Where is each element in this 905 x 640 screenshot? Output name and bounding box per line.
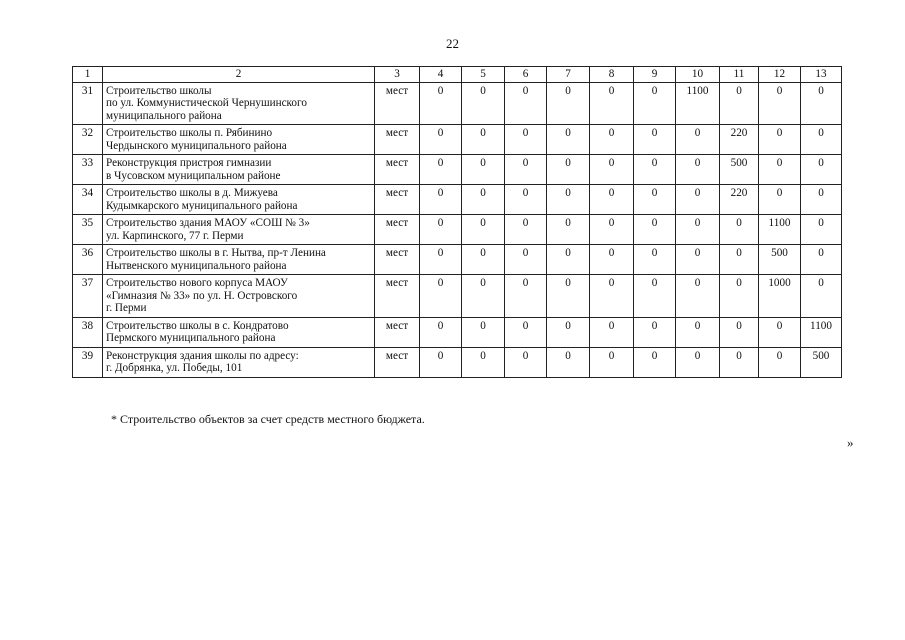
value-cell: 0 (547, 245, 590, 275)
value-cell: 0 (720, 82, 759, 125)
unit-cell: мест (375, 125, 420, 155)
value-cell: 0 (801, 82, 842, 125)
value-cell: 0 (801, 185, 842, 215)
value-cell: 0 (634, 275, 676, 318)
object-name: Строительство школы в с. Кондратово Пермского муниципального района (103, 317, 375, 347)
column-header: 5 (462, 67, 505, 83)
value-cell: 0 (676, 125, 720, 155)
value-cell: 0 (547, 215, 590, 245)
value-cell: 0 (590, 155, 634, 185)
value-cell: 0 (505, 155, 547, 185)
value-cell: 0 (505, 245, 547, 275)
unit-cell: мест (375, 317, 420, 347)
value-cell: 0 (420, 275, 462, 318)
object-name: Реконструкция пристроя гимназии в Чусовском муниципальном районе (103, 155, 375, 185)
value-cell: 0 (720, 317, 759, 347)
table-row (73, 82, 842, 125)
column-header: 6 (505, 67, 547, 83)
value-cell: 0 (676, 215, 720, 245)
unit-cell: мест (375, 215, 420, 245)
value-cell: 0 (462, 245, 505, 275)
header-row (73, 67, 842, 83)
value-cell: 0 (547, 275, 590, 318)
value-cell: 500 (720, 155, 759, 185)
value-cell: 0 (676, 275, 720, 318)
value-cell: 0 (420, 347, 462, 377)
value-cell: 0 (801, 275, 842, 318)
value-cell: 0 (547, 317, 590, 347)
value-cell: 220 (720, 185, 759, 215)
value-cell: 0 (801, 155, 842, 185)
value-cell: 0 (590, 82, 634, 125)
value-cell: 0 (759, 82, 801, 125)
object-name: Строительство школы в д. Мижуева Кудымкарского муниципального района (103, 185, 375, 215)
column-header: 12 (759, 67, 801, 83)
unit-cell: мест (375, 245, 420, 275)
unit-cell: мест (375, 155, 420, 185)
object-name: Строительство школы в г. Нытва, пр-т Ленина Нытвенского муниципального района (103, 245, 375, 275)
table-row (73, 245, 842, 275)
value-cell: 1000 (759, 275, 801, 318)
value-cell: 0 (720, 215, 759, 245)
column-header: 11 (720, 67, 759, 83)
row-number: 32 (73, 125, 103, 155)
value-cell: 0 (505, 125, 547, 155)
object-name: Строительство школы п. Рябинино Чердынского муниципального района (103, 125, 375, 155)
page-number: 22 (446, 36, 459, 51)
column-header: 10 (676, 67, 720, 83)
value-cell: 0 (720, 245, 759, 275)
value-cell: 0 (462, 275, 505, 318)
value-cell: 0 (590, 245, 634, 275)
value-cell: 0 (547, 185, 590, 215)
unit-cell: мест (375, 347, 420, 377)
table-row (73, 125, 842, 155)
value-cell: 0 (462, 155, 505, 185)
value-cell: 220 (720, 125, 759, 155)
unit-cell: мест (375, 275, 420, 318)
value-cell: 0 (634, 245, 676, 275)
value-cell: 0 (801, 125, 842, 155)
value-cell: 1100 (801, 317, 842, 347)
value-cell: 0 (634, 82, 676, 125)
value-cell: 0 (462, 125, 505, 155)
value-cell: 0 (676, 317, 720, 347)
value-cell: 0 (759, 125, 801, 155)
value-cell: 0 (720, 275, 759, 318)
row-number: 35 (73, 215, 103, 245)
value-cell: 0 (505, 275, 547, 318)
value-cell: 0 (505, 185, 547, 215)
object-name: Строительство нового корпуса МАОУ «Гимназия № 33» по ул. Н. Островского г. Перми (103, 275, 375, 318)
table-row (73, 317, 842, 347)
value-cell: 0 (505, 215, 547, 245)
value-cell: 0 (634, 125, 676, 155)
value-cell: 0 (590, 185, 634, 215)
column-header: 4 (420, 67, 462, 83)
table-row (73, 275, 842, 318)
row-number: 39 (73, 347, 103, 377)
value-cell: 0 (462, 347, 505, 377)
value-cell: 0 (462, 82, 505, 125)
value-cell: 0 (505, 82, 547, 125)
table-row (73, 185, 842, 215)
value-cell: 0 (759, 347, 801, 377)
row-number: 37 (73, 275, 103, 318)
value-cell: 1100 (676, 82, 720, 125)
data-table (72, 66, 842, 378)
value-cell: 0 (634, 317, 676, 347)
value-cell: 500 (759, 245, 801, 275)
footnote: * Строительство объектов за счет средств местного бюджета. (111, 412, 425, 426)
value-cell: 0 (590, 347, 634, 377)
value-cell: 0 (676, 155, 720, 185)
value-cell: 0 (462, 317, 505, 347)
value-cell: 0 (547, 155, 590, 185)
row-number: 31 (73, 82, 103, 125)
value-cell: 0 (676, 245, 720, 275)
object-name: Строительство школы по ул. Коммунистической Чернушинского муниципального района (103, 82, 375, 125)
value-cell: 0 (420, 185, 462, 215)
table-row (73, 155, 842, 185)
value-cell: 0 (590, 275, 634, 318)
row-number: 38 (73, 317, 103, 347)
value-cell: 0 (590, 317, 634, 347)
value-cell: 0 (720, 347, 759, 377)
object-name: Реконструкция здания школы по адресу: г. Добрянка, ул. Победы, 101 (103, 347, 375, 377)
value-cell: 0 (420, 82, 462, 125)
value-cell: 0 (676, 185, 720, 215)
value-cell: 0 (801, 245, 842, 275)
value-cell: 1100 (759, 215, 801, 245)
unit-cell: мест (375, 82, 420, 125)
value-cell: 0 (505, 317, 547, 347)
column-header: 9 (634, 67, 676, 83)
value-cell: 0 (759, 155, 801, 185)
value-cell: 0 (590, 215, 634, 245)
table-row (73, 347, 842, 377)
value-cell: 0 (759, 317, 801, 347)
value-cell: 0 (462, 185, 505, 215)
column-header: 13 (801, 67, 842, 83)
column-header: 3 (375, 67, 420, 83)
value-cell: 0 (634, 185, 676, 215)
value-cell: 0 (420, 125, 462, 155)
column-header: 8 (590, 67, 634, 83)
value-cell: 500 (801, 347, 842, 377)
value-cell: 0 (676, 347, 720, 377)
value-cell: 0 (634, 347, 676, 377)
unit-cell: мест (375, 185, 420, 215)
value-cell: 0 (420, 215, 462, 245)
column-header: 2 (103, 67, 375, 83)
value-cell: 0 (634, 155, 676, 185)
table-body (73, 82, 842, 377)
closing-quote: » (847, 435, 854, 450)
value-cell: 0 (547, 125, 590, 155)
value-cell: 0 (420, 245, 462, 275)
value-cell: 0 (462, 215, 505, 245)
column-header: 7 (547, 67, 590, 83)
value-cell: 0 (759, 185, 801, 215)
value-cell: 0 (801, 215, 842, 245)
value-cell: 0 (420, 317, 462, 347)
value-cell: 0 (590, 125, 634, 155)
value-cell: 0 (634, 215, 676, 245)
table-row (73, 215, 842, 245)
row-number: 36 (73, 245, 103, 275)
row-number: 33 (73, 155, 103, 185)
value-cell: 0 (505, 347, 547, 377)
object-name: Строительство здания МАОУ «СОШ № 3» ул. Карпинского, 77 г. Перми (103, 215, 375, 245)
value-cell: 0 (420, 155, 462, 185)
value-cell: 0 (547, 82, 590, 125)
value-cell: 0 (547, 347, 590, 377)
row-number: 34 (73, 185, 103, 215)
column-header: 1 (73, 67, 103, 83)
